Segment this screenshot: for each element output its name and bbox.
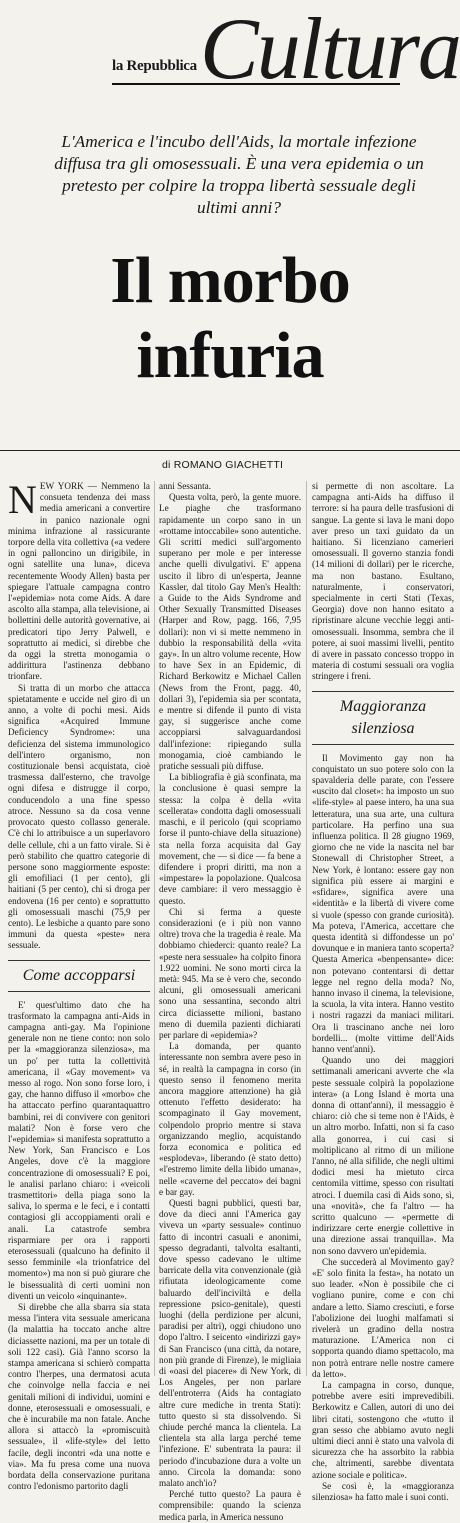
paragraph: E' quest'ultimo dato che ha trasformato la campagna anti-Aids in campagna anti-gay. Ma l'opinione generale non ne tiene conto: non solo per la «maggioranza silenziosa», ma un po' per tutta la collettività americana, il «Gay movement» va messo al rogo. Non sono forse loro, i gay, che hanno diffuso il «morbo» che ha attaccato perfino quarantaquattro bambini, rei di convivere con genitori malati? Non è forse vero che l'«epidemia» si manifesta soprattutto a New York, San Francisco e Los Angeles, dove c'è la maggiore concentrazione di omosessuali? E poi, le analisi parlano chiaro: i «veicoli trasmettitori» della piaga sono la saliva, lo sperma e le feci, e i contatti contagiosi gli accoppiamenti orali e anali. La catastrofe sembra risparmiare per ora i rapporti eterosessuali (qualcuno ha definito il sesso femminile «la trionfatrice del momento») ma non si può giurare che le bisessualità di certi uomini non diventi un veicolo «inquinante». xyxy=(8,999,150,1301)
header-divider xyxy=(0,450,460,451)
article-column-2 xyxy=(159,481,301,1522)
column-divider xyxy=(306,481,307,1376)
section-title: Cultura xyxy=(200,1,460,98)
paragraph-text: EW YORK — Nemmeno la consueta tendenza dei mass media americani a convertire in panico nazionale ogni minima infrazione al rassicurante torpore della vita collettiva («a vedere in ogni palloncino un dirigibile, in ogni satellite una luna», diceva recentemente Woody Allen) basta per spiegare l'attuale campagna contro l'«epidemia» nota come Aids. A dare ascolto alla stampa, alla televisione, ai bollettini delle autorità governative, ai predicatori tipo Jerry Palwell, e soprattutto ai medici, si direbbe che da oggi la stretta monogamia o addirittura l'astinenza debbano trionfare. xyxy=(8,481,150,682)
subheading: Come accopparsi xyxy=(8,960,150,992)
headline-line-1: Il morbo xyxy=(110,244,350,317)
paragraph: Questa volta, però, la gente muore. Le piaghe che trasformano rapidamente un corpo sano in un «rottame intoccabile» sono autentiche. Gli scritti medici sull'argomento superano per mole e per interesse anche quelli divulgativi. E' appena uscito il libro di un'esperta, Jeanne Kassler, dal titolo Gay Men's Health: a Guide to the Aids Syndrome and Other Sexually Transmitted Diseases (Harper and Row, pagg. 166, 7,95 dollari): non vi si mette nemmeno in dubbio la responsabilità della «vita gay». In un altro volume recente, How to have Sex in an Epidemic, di Richard Berkowitz e Michael Callen (News from the Front, pagg. 40, dollari 3), l'epidemia sia per scontata, e mentre si difende il punto di vista gay, si suggerisce anche come accoppiarsi salvaguardandosi dall'infezione: ripiegando sulla monogamia, cioè cambiando le pratiche sessuali più diffuse. xyxy=(159,492,301,772)
paragraph: Perché tutto questo? La paura è comprensibile: quando la scienza medica parla, in America nessuno xyxy=(159,1489,301,1522)
paragraph: Il Movimento gay non ha conquistato un suo potere solo con la spavalderia delle parate, con l'essere «uscito dal closet»: ha imposto un suo «life-style» al paese intero, ha una sua letteratura, una sua arte, una cultura particolare. Ha perfino una sua influenza politica. Il 28 giugno 1969, giorno che ne vide la nascita nel bar Stonewall di Christopher Street, a New York, è lontano: essere gay non significa più essere ai margini e «sfidare», significa avere una «identità» e la libertà di vivere come si vuole (spesso con grande curiosità). Ma poteva, l'America, accettare che questa identità si diffondesse un po' dovunque e in maniera tanto scoperta? Questa America «benpensante» dice: non potevano contentarsi di dettar legge nel regno della moda? No, hanno invaso il cinema, la televisione, la scuola, la vita intera. Hanno vestito i nostri ragazzi da maniaci militari. Ora li trascinano anche nei loro bordelli... (molte vittime dell'Aids hanno vent'anni). xyxy=(312,752,454,1054)
paragraph: La bibliografia è già sconfinata, ma la conclusione è quasi sempre la stessa: la colpa è della «vita scellerata» condotta dagli omosessuali maschi, e il pericolo (qui scopriamo forse il punto-chiave della situazione) sta nella forza acquisita dal Gay movement, che — si dice — fa bene a difendere i propri diritti, ma non a «impestare» la popolazione. Qualcosa deve cambiare: il vero messaggio è questo. xyxy=(159,772,301,906)
paragraph: si permette di non ascoltare. La campagna anti-Aids ha diffuso il terrore: si ha paura delle trasfusioni di sangue. La gente si lava le mani dopo aver preso un taxi guidato da un haitiano. Si licenziano camerieri omosessuali. Il governo stanzia fondi (14 milioni di dollari) per le ricerche, ma non bastano. Esultano, naturalmente, i conservatori, specialmente in certi Stati (Texas, Georgia) dove non hanno esitato a ripristinare alcune vecchie leggi anti-omosessuali. Insomma, sembra che il potere, ai suoi massimi livelli, pentito di avere in passato concesso troppo in materia di costumi sessuali ora voglia stringere i freni. xyxy=(312,481,454,682)
paragraph: Se così è, la «maggioranza silenziosa» ha fatto male i suoi conti. xyxy=(312,1480,454,1503)
newspaper-brand: la Repubblica xyxy=(112,58,197,74)
byline: di ROMANO GIACHETTI xyxy=(162,459,284,471)
drop-cap: N xyxy=(8,477,37,522)
article-column-1 xyxy=(8,477,150,1492)
article-column-3 xyxy=(312,481,454,1503)
paragraph xyxy=(8,477,150,683)
paragraph: Si tratta di un morbo che attacca spietatamente e uccide nel giro di un anno, a volte di pochi mesi. Aids significa «Acquired Immune Deficiency Syndrome»: una deficienza del sistema immunologico dell'intero organismo, non costituzionale bensì acquistata, cioè trasmessa dall'esterno, che travolge ogni difesa e distrugge il corpo, conducendolo a una fine spesso atroce. Nessuno sa da cosa venne provocato questo collasso generale. C'è chi lo attribuisce a un superlavoro delle cellule, chi a un fatto virale. Si è però stabilito che quattro categorie di persone sono maggiormente esposte: gli emofiliaci (1 per cento), gli haitiani (5 per cento), chi si droga per endovena (16 per cento) e soprattutto gli omosessuali maschi (75,9 per cento). Le lesbiche a quanto pare sono immuni da questa «peste» nera sessuale. xyxy=(8,682,150,951)
paragraph: La campagna in corso, dunque, potrebbe avere esiti imprevedibili. Berkowitz e Callen, autori di uno dei libri citati, sostengono che «tutto il gran sesso che abbiamo avuto negli ultimi dieci anni è stato una valvola di sicurezza che ha assorbito la rabbia che, altrimenti, sarebbe diventata azione sociale e politica». xyxy=(312,1380,454,1480)
paragraph: Quando uno dei maggiori settimanali americani avverte che «la peste sessuale colpirà la popolazione intera» (a Long Island è morta una donna di ottant'anni), il messaggio è chiaro: ciò che si teme non è l'Aids, è un altro morbo. Infatti, non si fa caso alla gonorrea, i cui casi si moltiplicano al ritmo di un milione l'anno, né alla sifilide, che negli ultimi dodici mesi ha mietuto circa centomila vittime, spesso con risultati atroci. I duemila casi di Aids sono, sì, una «novità», che fa l'altro — ha scritto qualcuno — «permette di indirizzare certe energie collettive in una direzione assai tranquilla». Ma non sono davvero un'epidemia. xyxy=(312,1055,454,1256)
subheading: Maggioranza silenziosa xyxy=(312,691,454,745)
paragraph: anni Sessanta. xyxy=(159,481,212,491)
masthead xyxy=(0,0,460,118)
paragraph: Chi si ferma a queste considerazioni (e i più non vanno oltre) trova che la tragedia è reale. Ma dobbiamo chiederci: quanto reale? La «peste nera sessuale» ha colpito finora 1.922 uomini. Ne sono morti circa la metà: 945. Ma se è vero che, secondo alcuni, gli omosessuali americani sono una sessantina, secondo altri circa diciassette milioni, bastano meno di duemila pazienti dichiarati per parlare di «epidemia»? xyxy=(159,906,301,1040)
headline-line-2: infuria xyxy=(136,319,324,392)
article-headline xyxy=(80,242,380,392)
paragraph: La domanda, per quanto interessante non sembra avere peso in sé, in realtà la campagna in corso (in questo senso il fenomeno merita ancora maggiore attenzione) ha già ottenuto l'effetto desiderato: ha scompaginato il Gay movement, colpendolo proprio mentre si stava organizzando meglio, acquistando forza economica e politica ed «esplodeva», liberando (è stato detto) «l'estremo limite della libido umana», nelle «caverne del peccato» dei bagni e bar gay. xyxy=(159,1041,301,1197)
article-standfirst: L'America e l'incubo dell'Aids, la mortale infezione diffusa tra gli omosessuali. È una vera epidemia o un pretesto per colpire la troppa libertà sessuale degli ultimi anni? xyxy=(54,132,424,217)
paragraph: Questi bagni pubblici, questi bar, dove da dieci anni l'America gay viveva un «party sessuale» continuo fatto di incontri casuali e anonimi, spesso degradanti, talvolta esaltanti, dove spesso cadevano le ultime barricate della vita convenzionale (già rifiutata ideologicamente come baluardo dell'inciviltà e della repressione psico-genitale), questi luoghi (della perdizione per alcuni, paradisi per altri), oggi chiudono uno dopo l'altro. I seicento «indirizzi gay» di San Francisco (una città, da notare, non più grande di Firenze), le migliaia di «oasi del piacere» di New York, di Los Angeles, per non parlare dell'entroterra (Aids ha contagiato altre cure mediche in trenta Stati): tutto questo si sta dissolvendo. Si chiude perché manca la clientela. La clientela sta alla larga perché teme l'infezione. E' subentrata la paura: il periodo d'incubazione dura a volte un anno. Circola la domanda: sono malato anch'io? xyxy=(159,1198,301,1489)
paragraph: Si direbbe che alla sbarra sia stata messa l'intera vita sessuale americana (la malattia ha toccato anche altre diciassette nazioni, ma per un totale di soli 122 casi). Già l'anno scorso la stampa americana si schierò compatta contro l'herpes, una dermatosi acuta che coinvolge nella faccia e nei genitali milioni di individui, uomini e donne, eterosessuali e omosessuali, e che è incurabile ma non fatale. Anche allora si attaccò la «promiscuità sessuale», il «life-style» del letto facile, degli incontri «da una notte e via». Ma fu presa come una nuova bordata della conservazione puritana contro l'edonismo partorito dagli xyxy=(8,1302,150,1492)
paragraph: Che succederà al Movimento gay? «E' solo finita la festa», ha notato un suo leader. «Non è possibile che ci vogliano punire, come e con chi andare a letto. Siamo cresciuti, e forse l'abolizione dei luoghi malfamati si rivelerà un gradino della nostra maturazione. L'America non ci sopporta quando diamo spettacolo, ma non potrà entrare nelle nostre camere da letto». xyxy=(312,1256,454,1379)
column-divider xyxy=(154,481,155,1376)
